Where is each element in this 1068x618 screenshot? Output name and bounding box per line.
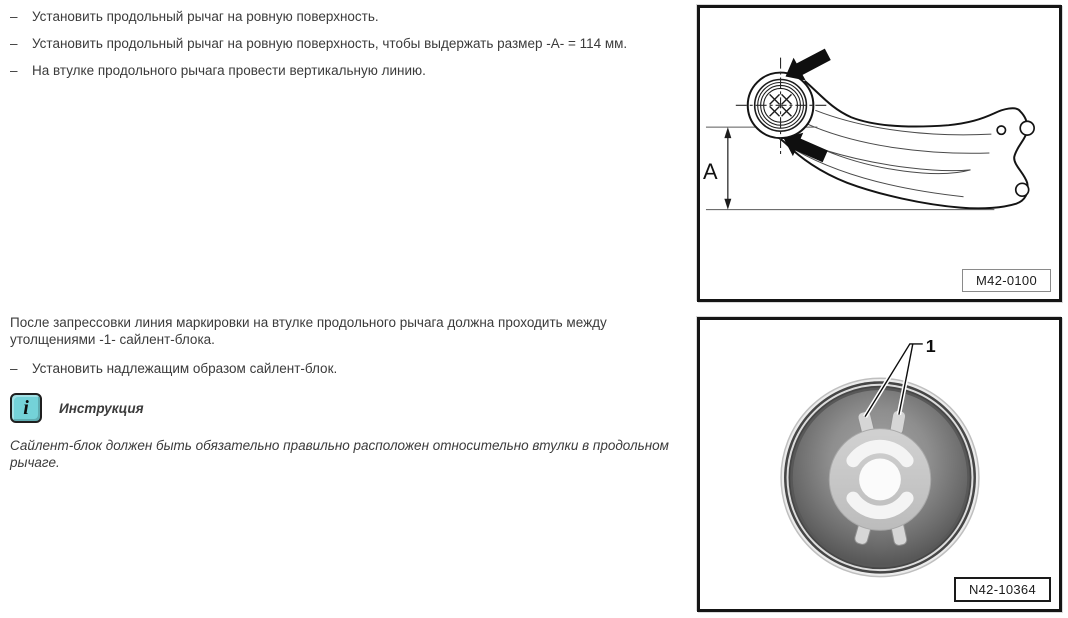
bullet-dash: – [10,36,18,51]
instruction-text: Установить надлежащим образом сайлент-блок. [32,361,338,376]
instruction-text: Установить продольный рычаг на ровную поверхность, чтобы выдержать размер -А- = 114 мм. [32,36,628,51]
note-body: Сайлент-блок должен быть обязательно правильно расположен относительно втулки в продольном рычаге. [10,437,669,470]
figure-code: M42-0100 [962,269,1051,292]
info-icon: i [10,393,42,423]
instructions-top [10,8,688,89]
callout-label: 1 [925,335,936,356]
list-item [10,35,688,52]
dimension-label: A [702,158,718,184]
instruction-text: Установить продольный рычаг на ровную поверхность. [32,9,379,24]
note-title: Инструкция [59,400,144,416]
figure-code: N42-10364 [954,577,1051,602]
instruction-text: На втулке продольного рычага провести вертикальную линию. [32,63,426,78]
instructions-middle [10,314,688,484]
trailing-arm-drawing [700,8,1059,299]
bullet-dash: – [10,361,18,376]
list-item [10,360,688,377]
bullet-dash: – [10,9,18,24]
paragraph: После запрессовки линия маркировки на втулке продольного рычага должна проходить между утолщениями -1- сайлент-блока. [10,315,607,347]
list-item [10,62,688,79]
figure-trailing-arm [697,5,1062,302]
arrow-top [786,49,831,81]
list-item [10,8,688,25]
note-header [10,393,688,423]
figure-silent-block [697,317,1062,612]
silent-block-drawing [700,320,1059,609]
bullet-dash: – [10,63,18,78]
